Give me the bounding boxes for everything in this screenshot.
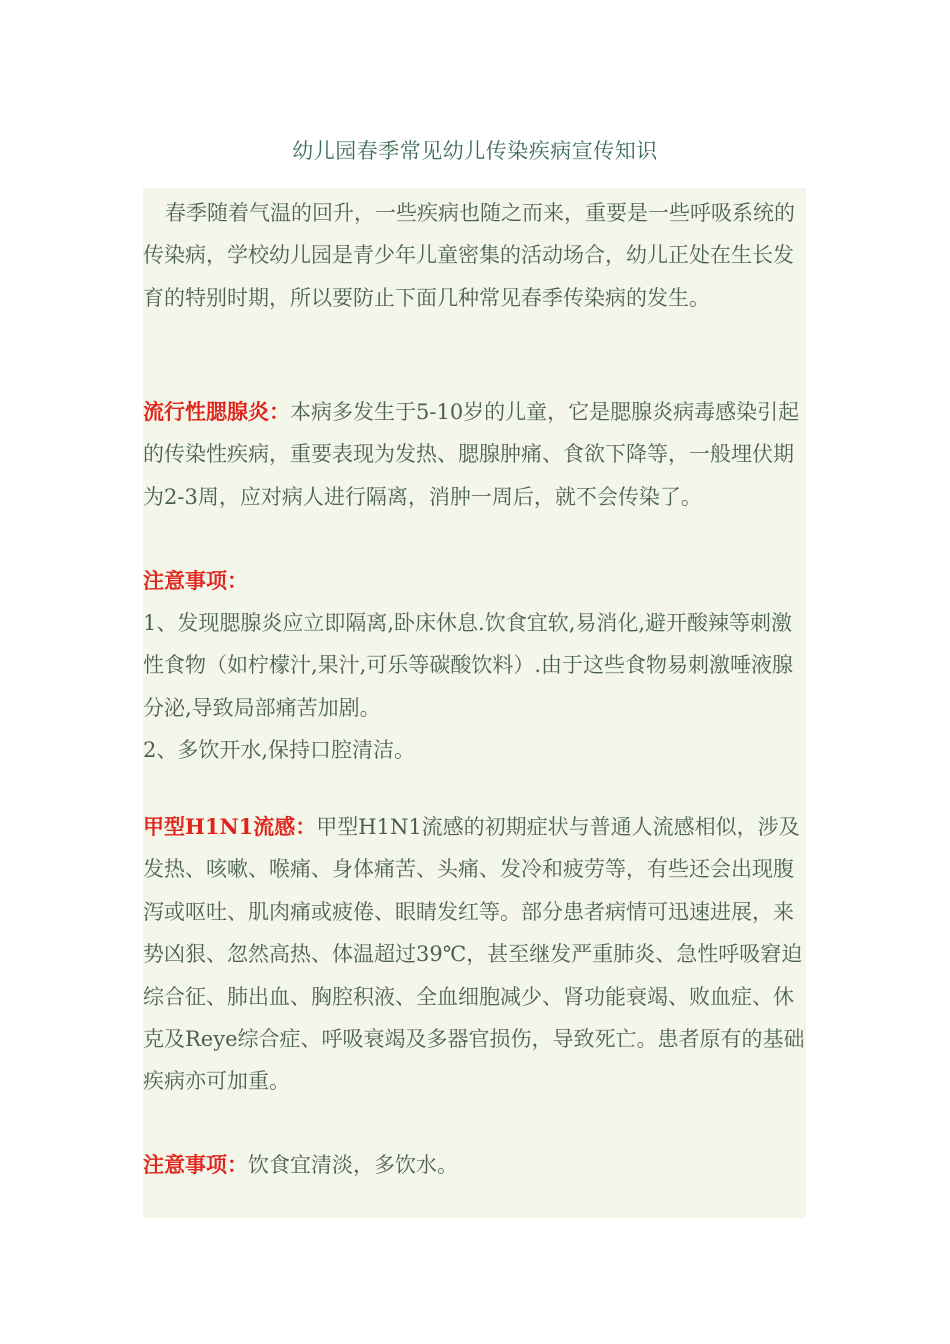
page-title: 幼儿园春季常见幼儿传染疾病宣传知识 — [292, 139, 658, 163]
mumps-description: 本病多发生于5-10岁的儿童，它是腮腺炎病毒感染引起的传染性疾病，重要表现为发热、腮腺肿痛、食欲下降等，一般埋伏期为2-3周，应对病人进行隔离，消肿一周后，就不会传染了。 — [143, 400, 800, 509]
intro-paragraph: 春季随着气温的回升，一些疾病也随之而来，重要是一些呼吸系统的传染病，学校幼儿园是青少年儿童密集的活动场合，幼儿正处在生长发育的特别时期，所以要防止下面几种常见春季传染病的发生。 — [143, 201, 795, 310]
article-body — [143, 188, 806, 1218]
mumps-note-1: 1、发现腮腺炎应立即隔离,卧床休息.饮食宜软,易消化,避开酸辣等刺激性食物（如柠檬汁,果汁,可乐等碳酸饮料）.由于这些食物易刺激唾液腺分泌,导致局部痛苦加剧。 — [143, 611, 794, 720]
h1n1-notes-body: 饮食宜清淡，多饮水。 — [248, 1153, 458, 1177]
mumps-heading: 流行性腮腺炎： — [143, 399, 290, 424]
h1n1-section — [143, 806, 806, 1103]
mumps-notes-heading: 注意事项： — [143, 568, 248, 593]
h1n1-notes-heading: 注意事项： — [143, 1152, 248, 1177]
mumps-section — [143, 391, 806, 518]
h1n1-heading: 甲型H1N1流感： — [143, 814, 317, 839]
h1n1-notes — [143, 1144, 806, 1186]
mumps-note-2: 2、多饮开水,保持口腔清洁。 — [143, 738, 416, 762]
h1n1-description: 甲型H1N1流感的初期症状与普通人流感相似，涉及发热、咳嗽、喉痛、身体痛苦、头痛、发冷和疲劳等，有些还会出现腹泻或呕吐、肌肉痛或疲倦、眼睛发红等。部分患者病情可迅速进展，来势凶狠、忽然高热、体温超过39℃，甚至继发严重肺炎、急性呼吸窘迫综合征、肺出血、胸腔积液、全血细胞减少、肾功能衰竭、败血症、休克及Reye综合症、呼吸衰竭及多器官损伤，导致死亡。患者原有的基础疾病亦可加重。 — [143, 815, 805, 1094]
